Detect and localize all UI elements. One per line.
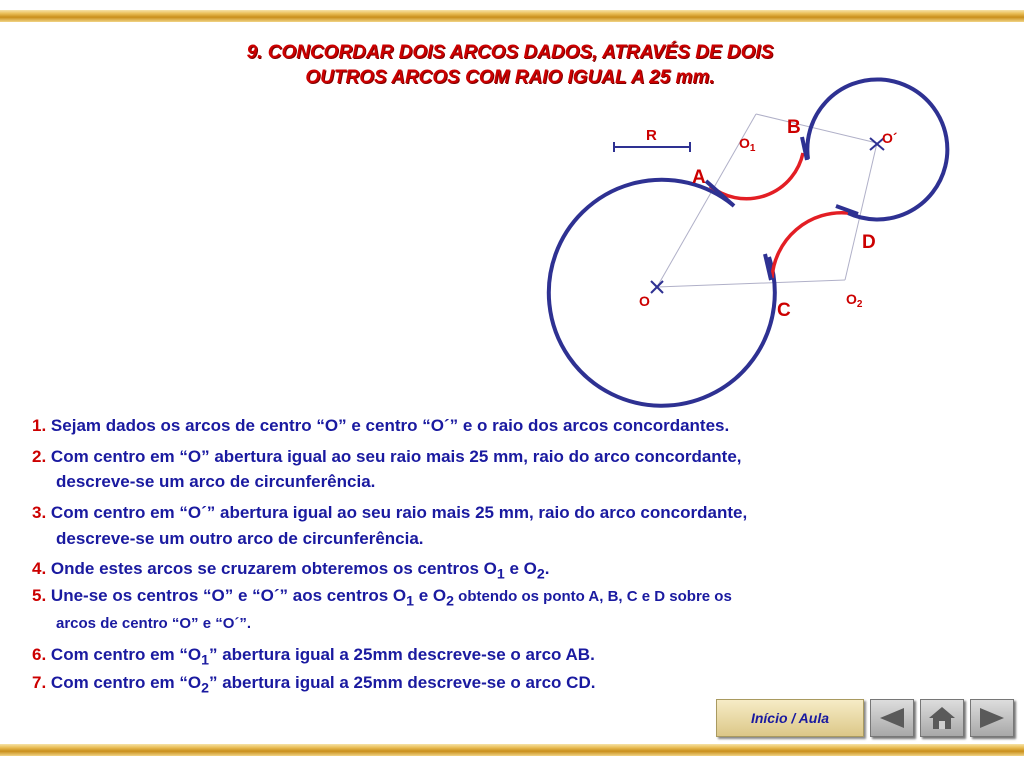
home-icon — [927, 705, 957, 731]
step-1: 1. Sejam dados os arcos de centro “O” e centro “O´” e o raio dos arcos concordantes. — [32, 416, 730, 435]
label-d: D — [862, 232, 876, 253]
previous-button[interactable] — [870, 699, 914, 737]
step-5: 5. Une-se os centros “O” e “O´” aos centros $O_1$ e $O_2$ obtendo os ponto A, B, C e D sobre os — [32, 586, 732, 610]
step-3: 3. Com centro em “O´” abertura igual ao seu raio mais 25 mm, raio do arco concordante, — [32, 503, 748, 522]
home-lesson-button[interactable] — [716, 699, 864, 737]
concordant-arc-ab — [710, 153, 803, 199]
label-o1: $O_1$ — [739, 135, 756, 154]
tangency-marks — [706, 137, 858, 280]
step-4: 4. Onde estes arcos se cruzarem obteremos os centros $O_1$ e $O_2$. — [32, 559, 550, 583]
label-o: O — [639, 293, 650, 309]
label-oprime: O´ — [882, 130, 898, 146]
label-c: C — [777, 300, 791, 321]
label-r: R — [646, 127, 657, 144]
step-7: 7. Com centro em “$O_2$” abertura igual a 25mm descreve-se o arco CD. — [32, 673, 596, 697]
home-button[interactable] — [920, 699, 964, 737]
line-o-o2 — [657, 280, 845, 287]
given-arc-oprime — [807, 79, 947, 219]
label-o2: $O_2$ — [846, 291, 863, 310]
concordant-arc-cd — [772, 213, 848, 278]
bottom-decorative-bar — [0, 744, 1024, 756]
step-2-continuation: descreve-se um arco de circunferência. — [56, 472, 376, 491]
step-6: 6. Com centro em “$O_1$” abertura igual a 25mm descreve-se o arco AB. — [32, 645, 595, 669]
step-3-continuation: descreve-se um outro arco de circunferência. — [56, 529, 424, 548]
next-button[interactable] — [970, 699, 1014, 737]
home-lesson-label: Início / Aula — [750, 710, 830, 726]
triangle-right-icon — [977, 706, 1007, 730]
triangle-left-icon — [877, 706, 907, 730]
title-line-2: OUTROS ARCOS COM RAIO IGUAL A 25 mm. — [305, 67, 715, 88]
label-b: B — [787, 117, 801, 138]
title-line-1: 9. CONCORDAR DOIS ARCOS DADOS, ATRAVÉS DE DOIS — [246, 42, 774, 63]
label-a: A — [692, 167, 706, 188]
step-2: 2. Com centro em “O” abertura igual ao seu raio mais 25 mm, raio do arco concordante, — [32, 447, 742, 466]
step-5-continuation: arcos de centro “O” e “O´”. — [56, 615, 252, 632]
